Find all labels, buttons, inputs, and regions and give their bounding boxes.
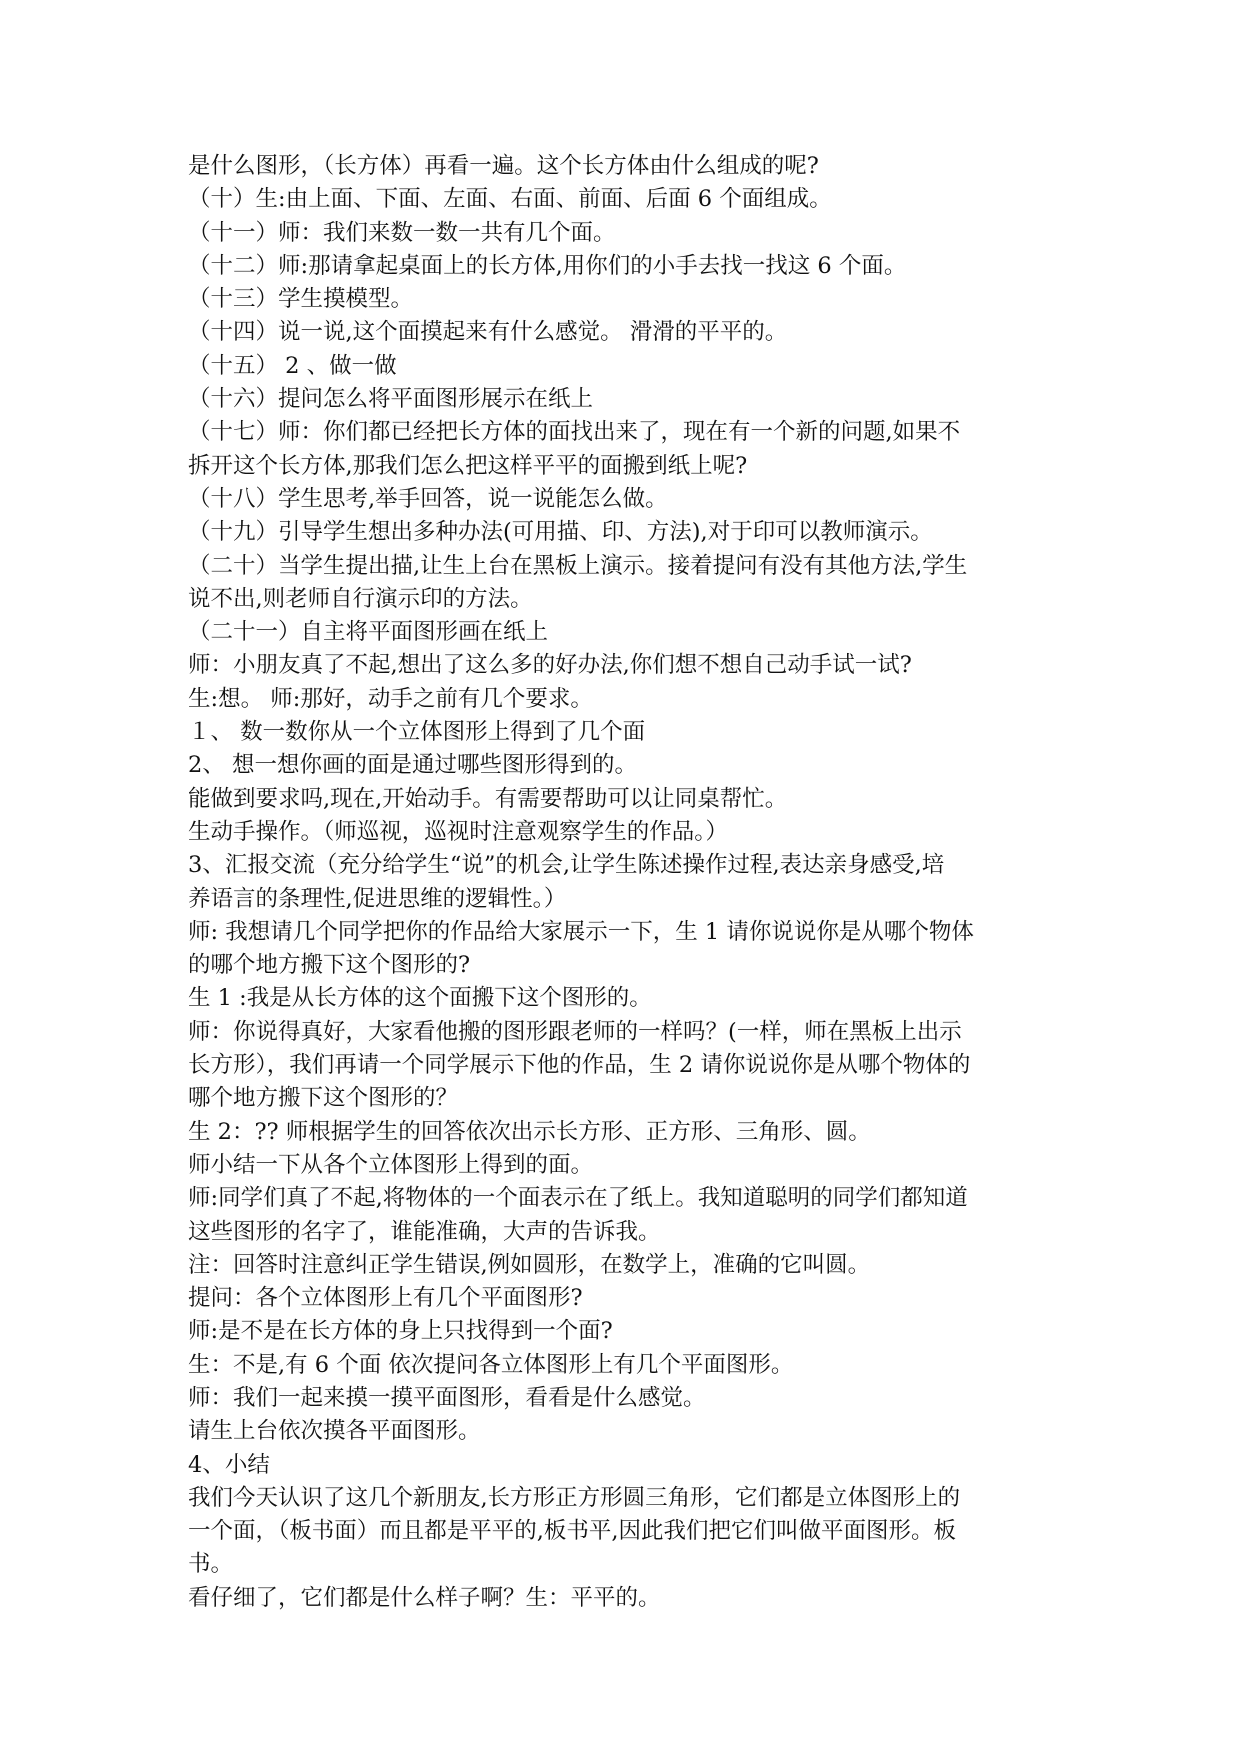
text-line: 生:想。 师:那好，动手之前有几个要求。 bbox=[188, 685, 593, 712]
text-line: 拆开这个长方体,那我们怎么把这样平平的面搬到纸上呢? bbox=[188, 452, 748, 479]
text-line: （十二）师:那请拿起桌面上的长方体,用你们的小手去找一找这 6 个面。 bbox=[188, 252, 907, 279]
text-line: 的哪个地方搬下这个图形的? bbox=[188, 952, 471, 979]
text-line: （十五） 2 、做一做 bbox=[188, 352, 397, 379]
text-line: 我们今天认识了这几个新朋友,长方形正方形圆三角形，它们都是立体图形上的 bbox=[188, 1484, 961, 1511]
text-line: 生 1 :我是从长方体的这个面搬下这个图形的。 bbox=[188, 985, 652, 1012]
text-line: 能做到要求吗,现在,开始动手。有需要帮助可以让同桌帮忙。 bbox=[188, 785, 788, 812]
text-line: （十六）提问怎么将平面图形展示在纸上 bbox=[188, 386, 594, 413]
text-line: （十四）说一说,这个面摸起来有什么感觉。 滑滑的平平的。 bbox=[188, 319, 788, 346]
text-line: 书。 bbox=[188, 1551, 234, 1578]
text-line: １、 数一数你从一个立体图形上得到了几个面 bbox=[188, 719, 646, 746]
text-line: （十）生:由上面、下面、左面、右面、前面、后面 6 个面组成。 bbox=[188, 186, 832, 213]
text-line: 3、汇报交流（充分给学生“说”的机会,让学生陈述操作过程,表达亲身感受,培 bbox=[188, 852, 945, 879]
text-line: （十七）师：你们都已经把长方体的面找出来了，现在有一个新的问题,如果不 bbox=[188, 419, 961, 446]
document-body bbox=[188, 150, 1068, 1615]
text-line: （十三）学生摸模型。 bbox=[188, 286, 414, 313]
text-line: 生动手操作。（师巡视，巡视时注意观察学生的作品。） bbox=[188, 818, 729, 845]
text-line: 师:同学们真了不起,将物体的一个面表示在了纸上。我知道聪明的同学们都知道 bbox=[188, 1185, 968, 1212]
text-line: （十八）学生思考,举手回答，说一说能怎么做。 bbox=[188, 485, 668, 512]
text-line: 师：我们一起来摸一摸平面图形，看看是什么感觉。 bbox=[188, 1384, 706, 1411]
text-line: 哪个地方搬下这个图形的？ bbox=[188, 1085, 459, 1112]
text-line: 说不出,则老师自行演示印的方法。 bbox=[188, 585, 533, 612]
text-line: 长方形），我们再请一个同学展示下他的作品，生 2 请你说说你是从哪个物体的 bbox=[188, 1052, 971, 1079]
text-line: 注：回答时注意纠正学生错误,例如圆形，在数学上，准确的它叫圆。 bbox=[188, 1251, 871, 1278]
text-line: 师：小朋友真了不起,想出了这么多的好办法,你们想不想自己动手试一试? bbox=[188, 652, 912, 679]
text-line: （十一）师：我们来数一数一共有几个面。 bbox=[188, 219, 616, 246]
text-line: 师小结一下从各个立体图形上得到的面。 bbox=[188, 1151, 594, 1178]
text-line: 提问：各个立体图形上有几个平面图形? bbox=[188, 1285, 583, 1312]
text-line: 是什么图形，（长方体）再看一遍。这个长方体由什么组成的呢? bbox=[188, 153, 819, 179]
text-line: 请生上台依次摸各平面图形。 bbox=[188, 1418, 481, 1445]
text-line: （二十一）自主将平面图形画在纸上 bbox=[188, 619, 549, 646]
text-line: 养语言的条理性,促进思维的逻辑性。） bbox=[188, 885, 567, 912]
text-line: 这些图形的名字了，谁能准确，大声的告诉我。 bbox=[188, 1218, 661, 1245]
text-line: 生 2：?? 师根据学生的回答依次出示长方形、正方形、三角形、圆。 bbox=[188, 1118, 871, 1145]
text-line: （二十）当学生提出描,让生上台在黑板上演示。接着提问有没有其他方法,学生 bbox=[188, 552, 968, 579]
text-line: 生：不是,有 6 个面 依次提问各立体图形上有几个平面图形。 bbox=[188, 1351, 794, 1378]
text-line: 师:是不是在长方体的身上只找得到一个面? bbox=[188, 1318, 613, 1345]
text-line: （十九）引导学生想出多种办法(可用描、印、方法),对于印可以教师演示。 bbox=[188, 519, 933, 546]
text-line: 一个面，（板书面）而且都是平平的,板书平,因此我们把它们叫做平面图形。板 bbox=[188, 1518, 957, 1545]
text-line: 4、小结 bbox=[188, 1451, 270, 1478]
text-line: 2、 想一想你画的面是通过哪些图形得到的。 bbox=[188, 752, 637, 779]
text-line: 师: 我想请几个同学把你的作品给大家展示一下，生 1 请你说说你是从哪个物体 bbox=[188, 918, 974, 945]
text-line: 看仔细了，它们都是什么样子啊？生：平平的。 bbox=[188, 1584, 661, 1611]
text-line: 师：你说得真好，大家看他搬的图形跟老师的一样吗？(一样，师在黑板上出示 bbox=[188, 1018, 962, 1045]
